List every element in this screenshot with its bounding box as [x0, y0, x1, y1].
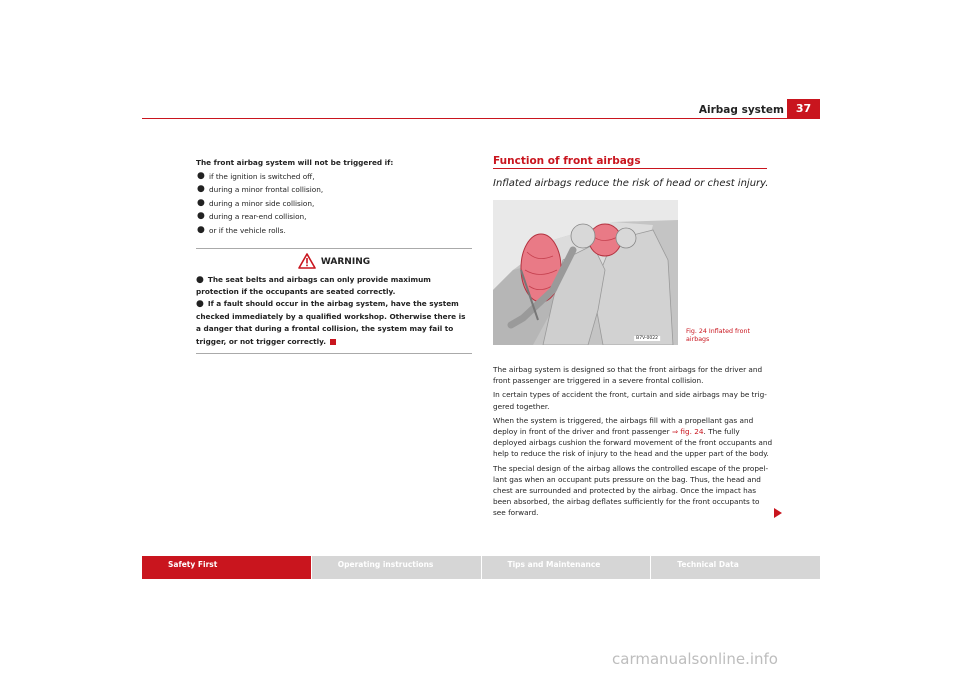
- warning-item: [196, 274, 472, 299]
- airbag-illustration-drawing: [493, 200, 678, 345]
- warning-header: [196, 252, 472, 274]
- warning-item-text: The seat belts and airbags can only provide maximum protection if the occupants are seated correctly.: [196, 274, 431, 296]
- header-rule: [142, 118, 820, 119]
- intro-text: The front airbag system will not be triggered if:: [196, 158, 394, 167]
- paragraph: The airbag system is designed so that the front airbags for the driver and front passenger are triggered in a severe frontal collision.: [493, 365, 763, 386]
- watermark: carmanualsonline.info: [612, 650, 778, 668]
- list-item: [196, 183, 472, 197]
- warning-title: WARNING: [320, 256, 371, 267]
- list-item: [196, 224, 472, 238]
- lead-text: Inflated airbags reduce the risk of head or chest injury.: [493, 178, 769, 189]
- tab-operating-instructions[interactable]: Operating instructions: [312, 556, 481, 579]
- warning-box: [196, 248, 472, 354]
- airbag-illustration: [493, 200, 678, 345]
- warning-item: [196, 298, 472, 348]
- tab-tips-and-maintenance[interactable]: Tips and Maintenance: [482, 556, 651, 579]
- section-rule: [493, 168, 767, 169]
- page-number: 37: [787, 99, 820, 119]
- bullet-icon: ●: [197, 224, 205, 235]
- warning-triangle-icon: [298, 253, 316, 269]
- page-title: Airbag system: [698, 104, 784, 116]
- list-item-text: or if the vehicle rolls.: [209, 225, 286, 235]
- next-page-arrow-icon[interactable]: [774, 508, 782, 518]
- bullet-icon: ●: [197, 170, 205, 181]
- bullet-icon: ●: [197, 211, 205, 222]
- tab-technical-data[interactable]: Technical Data: [651, 556, 820, 579]
- tab-safety-first[interactable]: Safety First: [142, 556, 311, 579]
- warning-item-text: If a fault should occur in the airbag system, have the system checked immediately by a qualified workshop. Otherwise there is a danger that during a frontal collision, the system may fail to trigger, or not trigger correctly.: [196, 299, 466, 346]
- figure-code: B7V-0022: [636, 336, 658, 341]
- figure-link[interactable]: ⇒ fig. 24: [671, 427, 704, 437]
- bullet-icon: ●: [197, 184, 205, 195]
- section-heading: Function of front airbags: [493, 155, 641, 167]
- list-item: [196, 170, 472, 184]
- list-item: [196, 210, 472, 224]
- list-item-text: if the ignition is switched off,: [209, 171, 315, 181]
- bullet-icon: ●: [196, 299, 204, 310]
- paragraph-text: When the system is triggered, the airbags fill with a propellant gas and deploy in front of the driver and front passenger: [493, 415, 754, 437]
- list-item: [196, 197, 472, 211]
- paragraph-text: . The fully deployed airbags cushion the forward movement of the front occupants and help to reduce the risk of injury to the head and the upper part of the body.: [493, 427, 773, 459]
- paragraph: In certain types of accident the front, curtain and side airbags may be trig-gered together.: [493, 390, 767, 411]
- section-end-icon: [330, 339, 336, 345]
- list-item-text: during a minor frontal collision,: [209, 185, 324, 195]
- left-column: [196, 156, 472, 354]
- list-item-text: during a minor side collision,: [209, 198, 315, 208]
- list-item-text: during a rear-end collision,: [209, 212, 307, 222]
- bullet-icon: ●: [197, 197, 205, 208]
- figure-caption: Fig. 24 Inflated front airbags: [686, 328, 750, 343]
- paragraph: [493, 415, 773, 460]
- body-text: [493, 364, 773, 522]
- footer-nav: [142, 556, 820, 579]
- bullet-icon: ●: [196, 274, 204, 285]
- paragraph: The special design of the airbag allows the controlled escape of the propel-lant gas when an occupant puts pressure on the bag. Thus, the head and chest are surrounded and protected by the airbag. Once the impact has been absorbed, the airbag deflates sufficiently for the front occupants to see forward.: [493, 463, 769, 518]
